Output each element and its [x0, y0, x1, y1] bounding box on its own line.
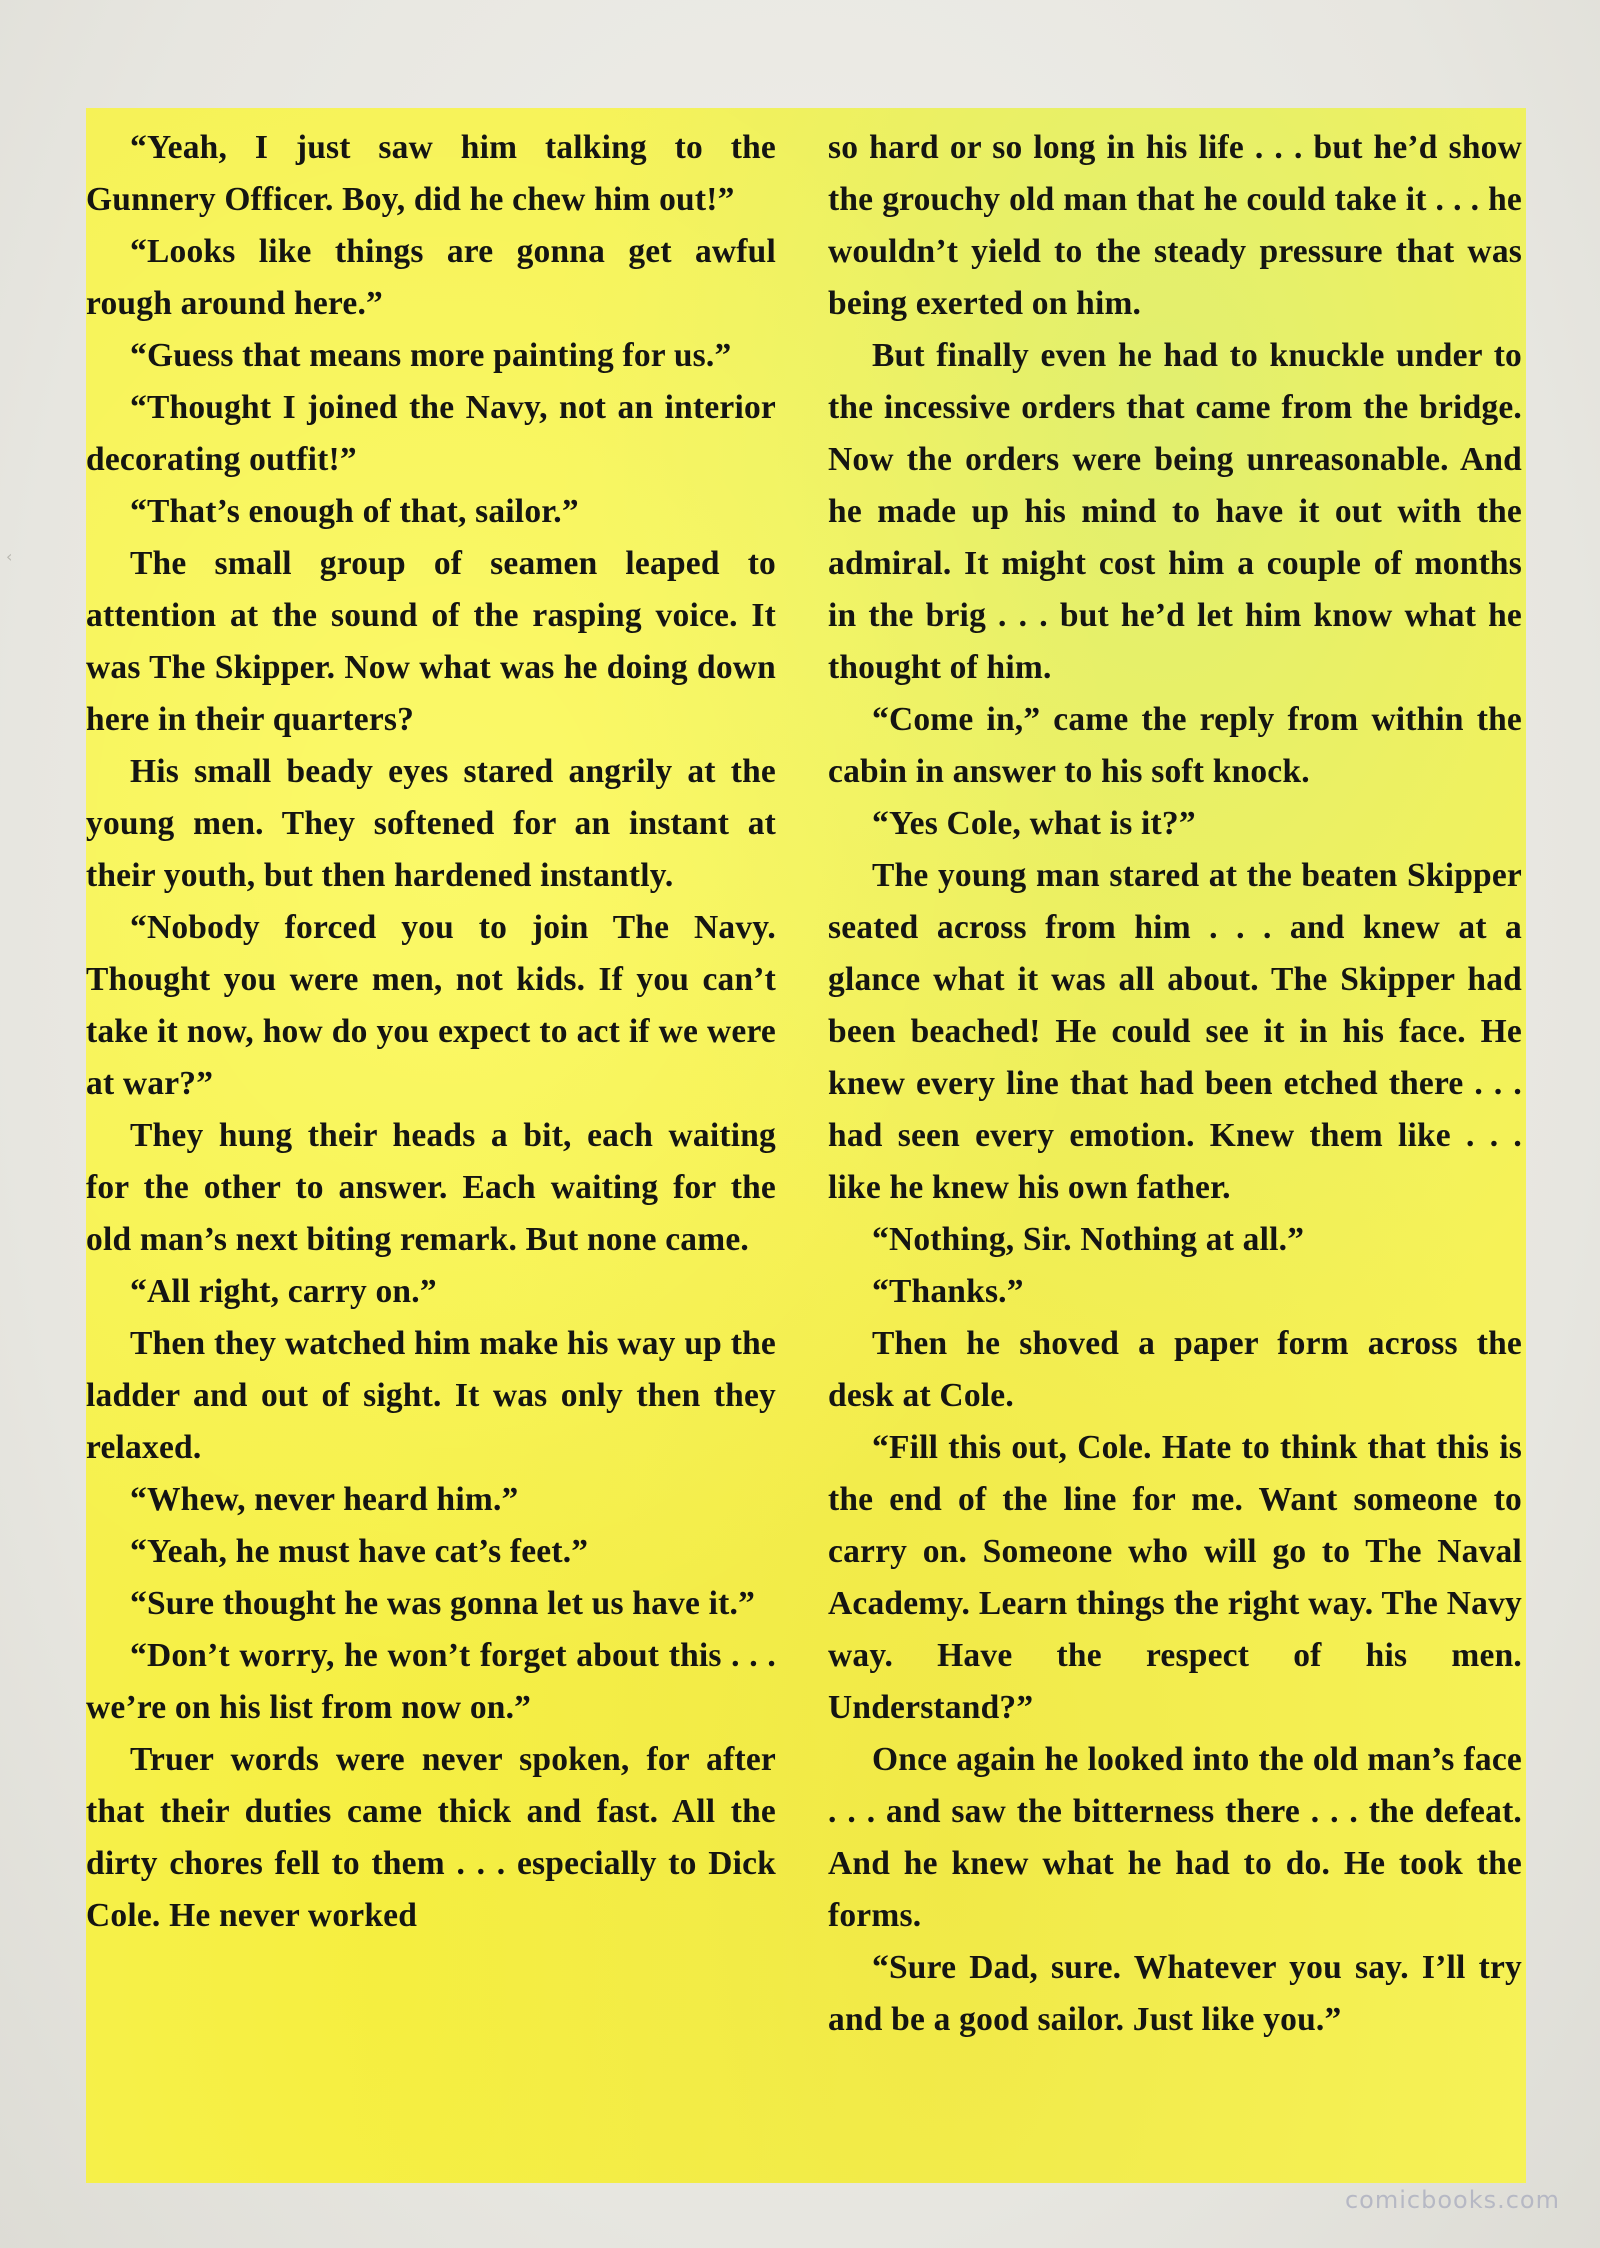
story-paragraph: But finally even he had to knuckle under to the incessive orders that came from the bridge. Now the orders were being unreasonable. And he made up his mind to have it out with the admiral. It might cost him a couple of months in the brig . . . but he’d let him know what he thought of him.	[828, 337, 1522, 686]
story-paragraph: “Yeah, I just saw him talking to the Gunnery Officer. Boy, did he chew him out!”	[86, 129, 776, 218]
right-text-column	[828, 122, 1522, 2172]
story-paragraph: They hung their heads a bit, each waiting for the other to answer. Each waiting for the old man’s next biting remark. But none came.	[86, 1117, 776, 1258]
story-paragraph: “Nobody forced you to join The Navy. Thought you were men, not kids. If you can’t take it now, how do you expect to act if we were at war?”	[86, 909, 776, 1102]
site-watermark: comicbooks.com	[1344, 2186, 1560, 2214]
story-paragraph: Then he shoved a paper form across the desk at Cole.	[828, 1325, 1522, 1414]
story-paragraph: “All right, carry on.”	[130, 1273, 437, 1310]
margin-mark: ‹	[6, 547, 13, 566]
story-paragraph: “Sure thought he was gonna let us have it.”	[130, 1585, 756, 1622]
story-paragraph: “Yeah, he must have cat’s feet.”	[130, 1533, 589, 1570]
story-paragraph: “Sure Dad, sure. Whatever you say. I’ll try and be a good sailor. Just like you.”	[828, 1949, 1522, 2038]
text-panel	[86, 108, 1526, 2183]
story-paragraph: “Fill this out, Cole. Hate to think that this is the end of the line for me. Want someone to carry on. Someone who will go to The Naval Academy. Learn things the right way. The Navy way. Have the respect of his men. Understand?”	[828, 1429, 1522, 1726]
story-paragraph: The small group of seamen leaped to attention at the sound of the rasping voice. It was The Skipper. Now what was he doing down here in their quarters?	[86, 545, 776, 738]
story-paragraph: Then they watched him make his way up the ladder and out of sight. It was only then they relaxed.	[86, 1325, 776, 1466]
story-paragraph: Truer words were never spoken, for after that their duties came thick and fast. All the dirty chores fell to them . . . especially to Dick Cole. He never worked	[86, 1741, 776, 1934]
story-paragraph: “Yes Cole, what is it?”	[872, 805, 1196, 842]
story-paragraph: “Looks like things are gonna get awful rough around here.”	[86, 233, 776, 322]
story-paragraph: “Thought I joined the Navy, not an interior decorating outfit!”	[86, 389, 776, 478]
story-paragraph: The young man stared at the beaten Skipper seated across from him . . . and knew at a glance what it was all about. The Skipper had been beached! He could see it in his face. He knew every line that had been etched there . . . had seen every emotion. Knew them like . . . like he knew his own father.	[828, 857, 1522, 1206]
story-paragraph: “Come in,” came the reply from within the cabin in answer to his soft knock.	[828, 701, 1522, 790]
story-paragraph: “That’s enough of that, sailor.”	[130, 493, 579, 530]
left-text-column	[86, 122, 776, 2172]
story-paragraph: His small beady eyes stared angrily at the young men. They softened for an instant at their youth, but then hardened instantly.	[86, 753, 776, 894]
story-paragraph: “Whew, never heard him.”	[130, 1481, 519, 1518]
story-paragraph: Once again he looked into the old man’s face . . . and saw the bitterness there . . . the defeat. And he knew what he had to do. He took the forms.	[828, 1741, 1522, 1934]
story-paragraph: so hard or so long in his life . . . but he’d show the grouchy old man that he could take it . . . he wouldn’t yield to the steady pressure that was being exerted on him.	[828, 129, 1522, 322]
story-paragraph: “Thanks.”	[872, 1273, 1024, 1310]
story-paragraph: “Don’t worry, he won’t forget about this . . . we’re on his list from now on.”	[86, 1637, 776, 1726]
story-paragraph: “Nothing, Sir. Nothing at all.”	[872, 1221, 1305, 1258]
story-paragraph: “Guess that means more painting for us.”	[130, 337, 732, 374]
